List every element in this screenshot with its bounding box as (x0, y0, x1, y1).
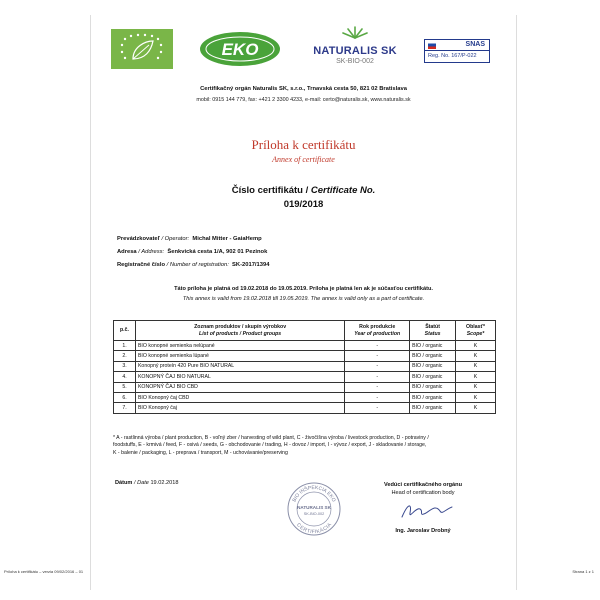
snas-accreditation-logo (424, 39, 490, 63)
registration-row: Registračné číslo / Number of registration: SK-2017/1394 (117, 262, 270, 268)
signatory-title: Vedúci certifikačného orgánu Head of certification body (383, 482, 463, 496)
table-header-row (114, 321, 496, 341)
legend-line-3: K - balenie / packaging, L - preprava / transport, M - uchovávanie/preserving (113, 449, 288, 456)
snas-registration: Reg. No. 167/P-022 (428, 53, 477, 59)
certification-body-line: Certifikačný orgán Naturalis SK, s.r.o., Trnavská cesta 50, 821 02 Bratislava (200, 86, 407, 92)
table-row: 1. BIO konopné semienka nelúpané - BIO / organic K (114, 341, 496, 351)
address-row: Adresa / Address: Šenkvická cesta 1/A, 902 01 Pezinok (117, 249, 268, 255)
official-stamp (286, 481, 342, 537)
eko-logo (197, 29, 283, 69)
certificate-number-label: Číslo certifikátu / Certificate No. (231, 185, 376, 196)
table-row: 7. BIO Konopný čaj - BIO / organic K (114, 403, 496, 413)
table-row: 4. KONOPNÝ ČAJ BIO NATURAL - BIO / organic K (114, 372, 496, 382)
stamp-code-text: SK-BIO-002 (303, 512, 325, 516)
table-row: 2. BIO konopné semienka lúpané - BIO / organic K (114, 351, 496, 361)
col-header-no: p.č. (114, 321, 136, 341)
slovak-flag-icon (428, 41, 436, 49)
contact-line: mobil: 0915 144 779, fax: +421 2 3300 4233, e-mail: certo@naturalis.sk, www.naturalis.sk (196, 97, 411, 103)
naturalis-logo-code: SK-BIO-002 (336, 58, 374, 65)
registration-value: SK-2017/1394 (232, 262, 270, 268)
snas-name: SNAS (465, 41, 485, 48)
legend-line-2: foodstuffs, E - krmivá / feed, F - osivá / seeds, G - obchodovanie / trading, H - dovoz / import, I - vývoz / export, J - skladovanie / storage, (113, 442, 427, 449)
footer-page-number: Strana 1 z 1 (572, 569, 594, 574)
address-value: Šenkvická cesta 1/A, 902 01 Pezinok (167, 249, 268, 255)
col-header-status: Štatút Status (410, 321, 456, 341)
operator-row: Prevádzkovateľ / Operator: Michal Mitter - GaiaHemp (117, 236, 262, 242)
stamp-bottom-text: CERTIFIKÁCIA (295, 522, 333, 536)
eu-leaf-icon (111, 29, 173, 69)
footer-version: Príloha k certifikátu – verzia 09/02/2016 – 01 (4, 569, 84, 574)
table-row: 5. KONOPNÝ ČAJ BIO CBD - BIO / organic K (114, 382, 496, 392)
issue-date-value: 19.02.2018 (148, 480, 179, 486)
products-table (113, 320, 496, 414)
sun-leaf-icon (335, 25, 375, 39)
annex-title-sk: Príloha k certifikátu (251, 137, 356, 152)
stamp-top-text: BIO INŠPEKCIA EKO (291, 484, 337, 503)
issue-date: Dátum / Date 19.02.2018 (115, 480, 179, 486)
eu-organic-logo (111, 29, 173, 69)
stamp-center-text: NATURALIS SK (297, 505, 331, 510)
table-row: 3. Konopný proteín 420 Pure BIO NATURAL - BIO / organic K (114, 361, 496, 371)
svg-text:BIO INŠPEKCIA EKO (292, 485, 337, 503)
annex-title-en: Annex of certificate (272, 155, 335, 164)
scope-legend (113, 435, 498, 457)
handwritten-signature (396, 499, 456, 523)
signatory-name: Ing. Jaroslav Drobný (395, 528, 451, 534)
table-row: 6. BIO Konopný čaj CBD - BIO / organic K (114, 392, 496, 402)
col-header-product: Zoznam produktov / skupín výrobkov List of products / Product groups (135, 321, 344, 341)
naturalis-logo-title: NATURALIS SK (313, 45, 397, 57)
legend-line-1: * A - rastlinná výroba / plant production, B - voľný zber / harvesting of wild plant, C - živočíšna výroba / livestock production, D - potraviny / (113, 435, 429, 441)
col-header-year: Rok produkcie Year of production (345, 321, 410, 341)
validity-statement-en: This annex is valid from 19.02.2018 till 19.05.2019. The annex is valid only as a part of certificate. (182, 296, 425, 302)
naturalis-logo (305, 25, 405, 75)
certificate-annex-page (90, 15, 517, 590)
col-header-scope: Oblasť* Scope* (456, 321, 496, 341)
validity-statement-sk: Táto príloha je platná od 19.02.2018 do 19.05.2019. Príloha je platná len ak je súčasťou certifikátu. (174, 286, 433, 292)
svg-text:CERTIFIKÁCIA (295, 522, 333, 536)
operator-value: Michal Mitter - GaiaHemp (192, 236, 262, 242)
certificate-number: 019/2018 (283, 199, 324, 210)
eko-logo-text: EKO (221, 40, 259, 59)
